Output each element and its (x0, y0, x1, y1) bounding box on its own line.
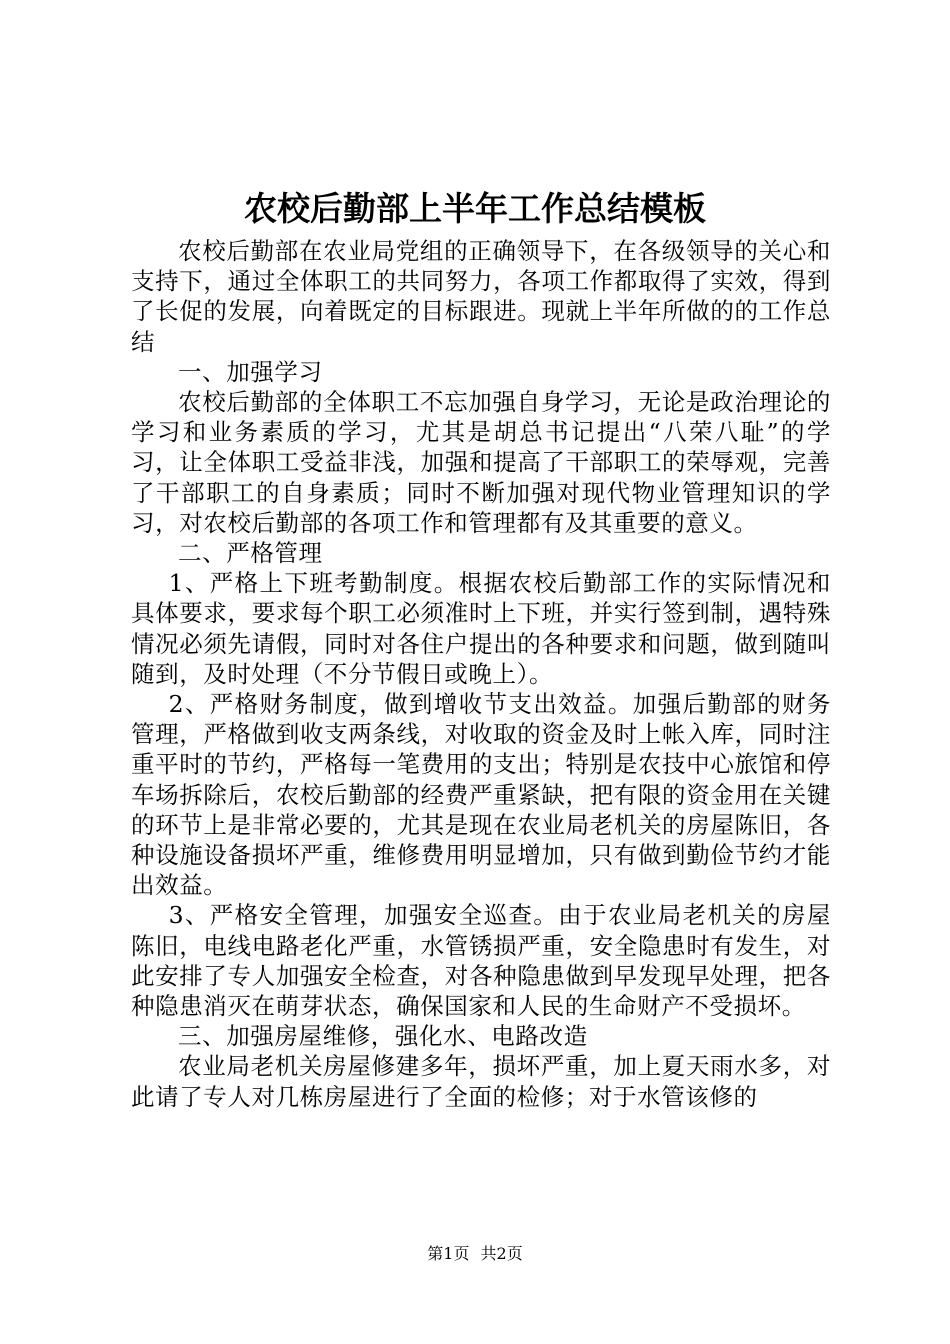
page-footer (0, 1243, 950, 1265)
section-heading-management: 二、严格管理 (178, 539, 323, 568)
section-heading-maintenance: 三、加强房屋维修，强化水、电路改造 (178, 1022, 588, 1051)
management-item-attendance: 1、严格上下班考勤制度。根据农校后勤部工作的实际情况和具体要求，要求每个职工必须准时上下班，并实行签到制，遇特殊情况必须先请假，同时对各住户提出的各种要求和问题，做到随叫随到，及时处理（不分节假日或晚上）。 (131, 569, 831, 688)
section-heading-study: 一、加强学习 (178, 357, 323, 386)
page-total: 共2页 (480, 1244, 523, 1263)
document-body (131, 236, 831, 1112)
management-item-safety: 3、严格安全管理，加强安全巡查。由于农业局老机关的房屋陈旧，电线电路老化严重，水管锈损严重，安全隐患时有发生，对此安排了专人加强安全检查，对各种隐患做到早发现早处理，把各种隐患消灭在萌芽状态，确保国家和人民的生命财产不受损坏。 (131, 901, 831, 1021)
document-title: 农校后勤部上半年工作总结模板 (244, 189, 706, 228)
maintenance-paragraph: 农业局老机关房屋修建多年，损坏严重，加上夏天雨水多，对此请了专人对几栋房屋进行了全面的检修；对于水管该修的 (131, 1052, 831, 1111)
management-item-finance: 2、严格财务制度，做到增收节支出效益。加强后勤部的财务管理，严格做到收支两条线，对收取的资金及时上帐入库，同时注重平时的节约，严格每一笔费用的支出；特别是农技中心旅馆和停车场拆除后，农校后勤部的经费严重紧缺，把有限的资金用在关键的环节上是非常必要的，尤其是现在农业局老机关的房屋陈旧，各种设施设备损坏严重，维修费用明显增加，只有做到勤俭节约才能出效益。 (131, 690, 831, 900)
intro-paragraph: 农校后勤部在农业局党组的正确领导下，在各级领导的关心和支持下，通过全体职工的共同努力，各项工作都取得了实效，得到了长促的发展，向着既定的目标跟进。现就上半年所做的的工作总结 (131, 237, 831, 356)
study-paragraph: 农校后勤部的全体职工不忘加强自身学习，无论是政治理论的学习和业务素质的学习，尤其是胡总书记提出“八荣八耻”的学习，让全体职工受益非浅，加强和提高了干部职工的荣辱观，完善了干部职工的自身素质；同时不断加强对现代物业管理知识的学习，对农校后勤部的各项工作和管理都有及其重要的意义。 (131, 388, 831, 537)
page-number: 第1页 (427, 1244, 470, 1263)
